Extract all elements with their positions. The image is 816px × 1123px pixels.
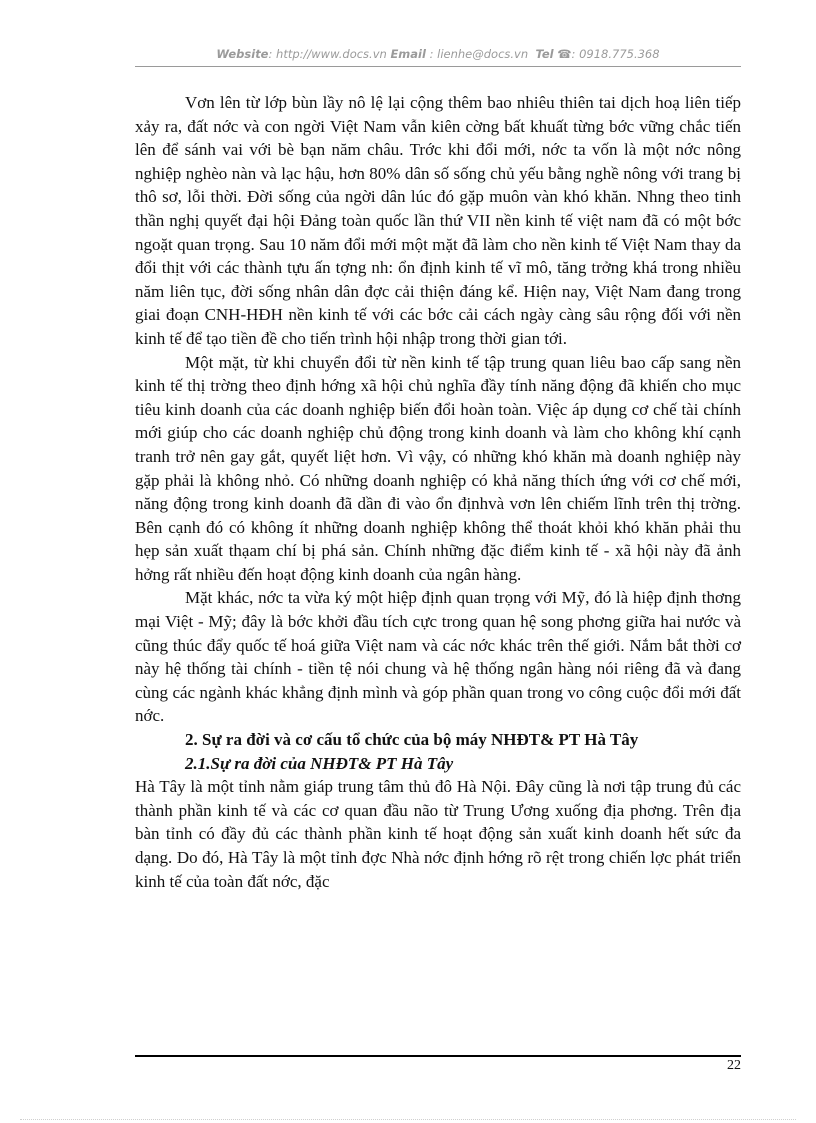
section-heading-2: 2. Sự ra đời và cơ cấu tổ chức của bộ máy NHĐT& PT Hà Tây	[185, 730, 639, 750]
paragraph-1: Vơn lên từ lớp bùn lầy nô lệ lại cộng thêm bao nhiêu thiên tai dịch hoạ liên tiếp xảy ra, đất nớc và con ngời Việt Nam vẫn kiên cờng bất khuất từng bớc vững chắc tiến lên để sánh vai với bè bạn năm châu. Trớc khi đổi mới, nớc ta vốn là một nớc nông nghiệp nghèo nàn và lạc hậu, hơn 80% dân số sống chủ yếu bằng nghề nông với trang bị thô sơ, lỗi thời. Đời sống của ngời dân lúc đó gặp muôn vàn khó khăn. Nhng theo tinh thần nghị quyết đại hội Đảng toàn quốc lần thứ VII nền kinh tế việt nam đã có một bớc ngoặt quan trọng. Sau 10 năm đổi mới một mặt đã làm cho nền kinh tế Việt Nam thay da đổi thịt với các thành tựu ấn tợng nh: ổn định kinh tế vĩ mô, tăng trởng khá trong nhiều năm liên tục, đời sống nhân dân đợc cải thiện đáng kể. Hiện nay, Việt Nam đang trong giai đoạn CNH-HĐH nền kinh tế với các bớc cải cách ngày càng sâu rộng đối với nền kinh tế để tạo tiền đề cho tiến trình hội nhập trong thời gian tới.	[135, 93, 741, 348]
tel-label: Tel	[535, 47, 554, 61]
footer-divider	[135, 1055, 741, 1057]
email-value: : lienhe@docs.vn	[429, 47, 529, 61]
email-label: Email	[390, 47, 426, 61]
page-number: 22	[727, 1058, 741, 1073]
section-heading-2-1: 2.1.Sự ra đời của NHĐT& PT Hà Tây	[185, 753, 454, 773]
website-label: Website	[216, 47, 269, 61]
paragraph-4: Hà Tây là một tỉnh nằm giáp trung tâm thủ đô Hà Nội. Đây cũng là nơi tập trung đủ các thành phần kinh tế và các cơ quan đầu não từ Trung Ương xuống địa phơng. Trên địa bàn tỉnh có đầy đủ các thành phần kinh tế hoạt động sản xuất kinh doanh hết sức đa dạng. Do đó, Hà Tây là một tỉnh đợc Nhà nớc định hớng rõ rệt trong chiến lợc phát triển kinh tế của toàn đất nớc, đặc	[135, 777, 741, 891]
tel-value: ☎: 0918.775.368	[557, 47, 660, 61]
header-divider	[135, 66, 741, 67]
page-bottom-border	[20, 1119, 796, 1120]
website-value: : http://www.docs.vn	[268, 47, 387, 61]
paragraph-3: Mặt khác, nớc ta vừa ký một hiệp định quan trọng với Mỹ, đó là hiệp định thơng mại Việt - Mỹ; đây là bớc khởi đầu tích cực trong quan hệ song phơng giữa hai nước và cũng thúc đẩy quốc tế hoá giữa Việt nam và các nớc khác trên thế giới. Nắm bắt thời cơ này hệ thống tài chính - tiền tệ nói chung và hệ thống ngân hàng nói riêng đã và đang cùng các ngành khác khẳng định mình và góp phần quan trong vo công cuộc đổi mới đất nớc.	[135, 588, 741, 726]
document-body	[135, 91, 741, 893]
page-header	[135, 47, 741, 61]
paragraph-2: Một mặt, từ khi chuyển đổi từ nền kinh tế tập trung quan liêu bao cấp sang nền kinh tế thị trờng theo định hớng xã hội chủ nghĩa đầy tính năng động đã khiến cho mục tiêu kinh doanh của các doanh nghiệp biến đổi hoàn toàn. Việc áp dụng cơ chế tài chính mới giúp cho các doanh nghiệp chủ động trong kinh doanh và làm cho không khí cạnh tranh trở nên gay gắt, quyết liệt hơn. Vì vậy, có những khó khăn mà doanh nghiệp này gặp phải là không nhỏ. Có những doanh nghiệp có khả năng thích ứng với cơ chế mới, năng động trong kinh doanh đã dần đi vào ổn địnhvà vơn lên chiếm lĩnh trên thị trờng. Bên cạnh đó có không ít những doanh nghiệp không thể thoát khỏi khó khăn phải thu hẹp sản xuất thạam chí bị phá sản. Chính những đặc điểm kinh tế - xã hội này đã ảnh hởng rất nhiều đến hoạt động kinh doanh của ngân hàng.	[135, 352, 741, 584]
